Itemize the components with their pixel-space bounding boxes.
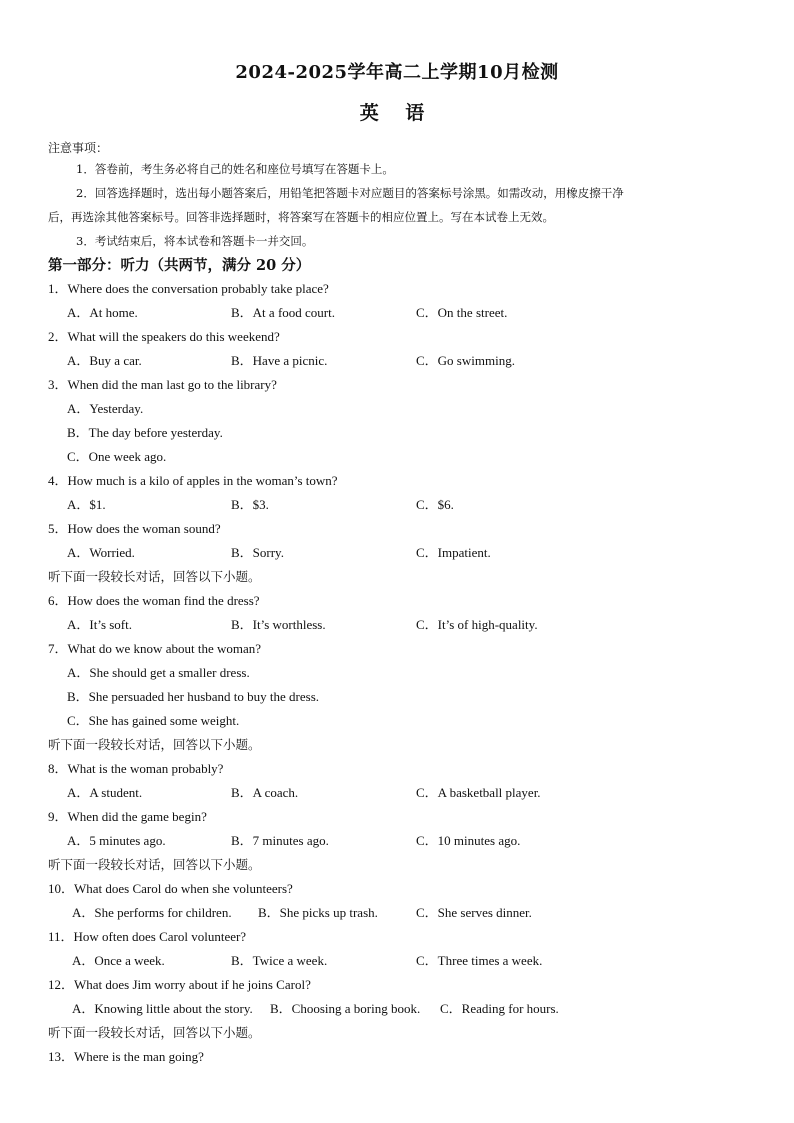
option-b[interactable]: B．$3.: [231, 497, 269, 512]
option-b[interactable]: B．It’s worthless.: [231, 617, 326, 632]
exam-title: 2024-2025学年高二上学期10月检测: [235, 62, 559, 83]
option-c[interactable]: C．Reading for hours.: [440, 1001, 559, 1016]
question-stem: 8．What is the woman probably?: [48, 761, 224, 776]
option-c[interactable]: C．Impatient.: [416, 545, 491, 560]
question-stem: 1．Where does the conversation probably take place?: [48, 281, 329, 296]
option-c[interactable]: C．Go swimming.: [416, 353, 515, 368]
option-b[interactable]: B．Twice a week.: [231, 953, 328, 968]
question-option-row: [0, 397, 794, 421]
option-c[interactable]: C．One week ago.: [67, 449, 167, 464]
option-a[interactable]: A．Knowing little about the story.: [72, 1001, 253, 1016]
question-stem: 4．How much is a kilo of apples in the woman’s town?: [48, 473, 338, 488]
option-a[interactable]: A．Yesterday.: [67, 401, 144, 416]
question-stem: 13．Where is the man going?: [48, 1049, 204, 1064]
option-a[interactable]: A．She should get a smaller dress.: [67, 665, 250, 680]
note-item: 1．答卷前，考生务必将自己的姓名和座位号填写在答题卡上。: [76, 162, 394, 176]
option-a[interactable]: A．5 minutes ago.: [67, 833, 166, 848]
question-options: [0, 493, 794, 517]
option-a[interactable]: A．Worried.: [67, 545, 135, 560]
option-b[interactable]: B．She persuaded her husband to buy the dress.: [67, 689, 320, 704]
option-c[interactable]: C．10 minutes ago.: [416, 833, 521, 848]
part1-heading: 第一部分：听力（共两节，满分 20 分）: [48, 257, 311, 274]
section-intro: 听下面一段较长对话，回答以下小题。: [48, 737, 261, 752]
question-options: [0, 781, 794, 805]
option-b[interactable]: B．Choosing a boring book.: [270, 1001, 421, 1016]
subject-title: 英 语: [359, 102, 435, 124]
question-options: [0, 997, 794, 1021]
option-c[interactable]: C．She serves dinner.: [416, 905, 532, 920]
section-intro: 听下面一段较长对话，回答以下小题。: [48, 569, 261, 584]
option-b[interactable]: B．The day before yesterday.: [67, 425, 223, 440]
note-item: 3．考试结束后，将本试卷和答题卡一并交回。: [76, 234, 314, 248]
question-stem: 11．How often does Carol volunteer?: [48, 929, 247, 944]
note-item: 2．回答选择题时，选出每小题答案后，用铅笔把答题卡对应题目的答案标号涂黑。如需改动，用橡皮擦干净: [76, 186, 624, 200]
option-a[interactable]: A．$1.: [67, 497, 106, 512]
option-a[interactable]: A．She performs for children.: [72, 905, 232, 920]
option-a[interactable]: A．It’s soft.: [67, 617, 133, 632]
section-intro: 听下面一段较长对话，回答以下小题。: [48, 1025, 261, 1040]
option-c[interactable]: C．On the street.: [416, 305, 508, 320]
option-c[interactable]: C．It’s of high-quality.: [416, 617, 538, 632]
option-b[interactable]: B．A coach.: [231, 785, 299, 800]
question-stem: 9．When did the game begin?: [48, 809, 207, 824]
option-c[interactable]: C．She has gained some weight.: [67, 713, 240, 728]
section-intro: 听下面一段较长对话，回答以下小题。: [48, 857, 261, 872]
question-options: [0, 901, 794, 925]
option-a[interactable]: A．Once a week.: [72, 953, 165, 968]
option-c[interactable]: C．$6.: [416, 497, 454, 512]
question-option-row: [0, 445, 794, 469]
question-options: [0, 541, 794, 565]
option-b[interactable]: B．Sorry.: [231, 545, 284, 560]
question-options: [0, 829, 794, 853]
option-a[interactable]: A．At home.: [67, 305, 138, 320]
question-stem: 12．What does Jim worry about if he joins Carol?: [48, 977, 311, 992]
notes-heading: 注意事项：: [48, 141, 109, 155]
note-item: 后，再选涂其他答案标号。回答非选择题时，将答案写在答题卡的相应位置上。写在本试卷上无效。: [48, 210, 554, 224]
option-b[interactable]: B．At a food court.: [231, 305, 335, 320]
option-a[interactable]: A．Buy a car.: [67, 353, 142, 368]
question-stem: 2．What will the speakers do this weekend?: [48, 329, 280, 344]
question-option-row: [0, 709, 794, 733]
option-b[interactable]: B．She picks up trash.: [258, 905, 378, 920]
question-stem: 6．How does the woman find the dress?: [48, 593, 260, 608]
question-options: [0, 949, 794, 973]
question-option-row: [0, 661, 794, 685]
question-options: [0, 613, 794, 637]
question-option-row: [0, 685, 794, 709]
question-option-row: [0, 421, 794, 445]
option-c[interactable]: C．Three times a week.: [416, 953, 543, 968]
question-stem: 5．How does the woman sound?: [48, 521, 221, 536]
question-options: [0, 349, 794, 373]
option-b[interactable]: B．7 minutes ago.: [231, 833, 329, 848]
option-b[interactable]: B．Have a picnic.: [231, 353, 328, 368]
question-stem: 10．What does Carol do when she volunteers?: [48, 881, 293, 896]
question-stem: 3．When did the man last go to the library?: [48, 377, 277, 392]
question-stem: 7．What do we know about the woman?: [48, 641, 262, 656]
question-options: [0, 301, 794, 325]
option-c[interactable]: C．A basketball player.: [416, 785, 541, 800]
option-a[interactable]: A．A student.: [67, 785, 143, 800]
